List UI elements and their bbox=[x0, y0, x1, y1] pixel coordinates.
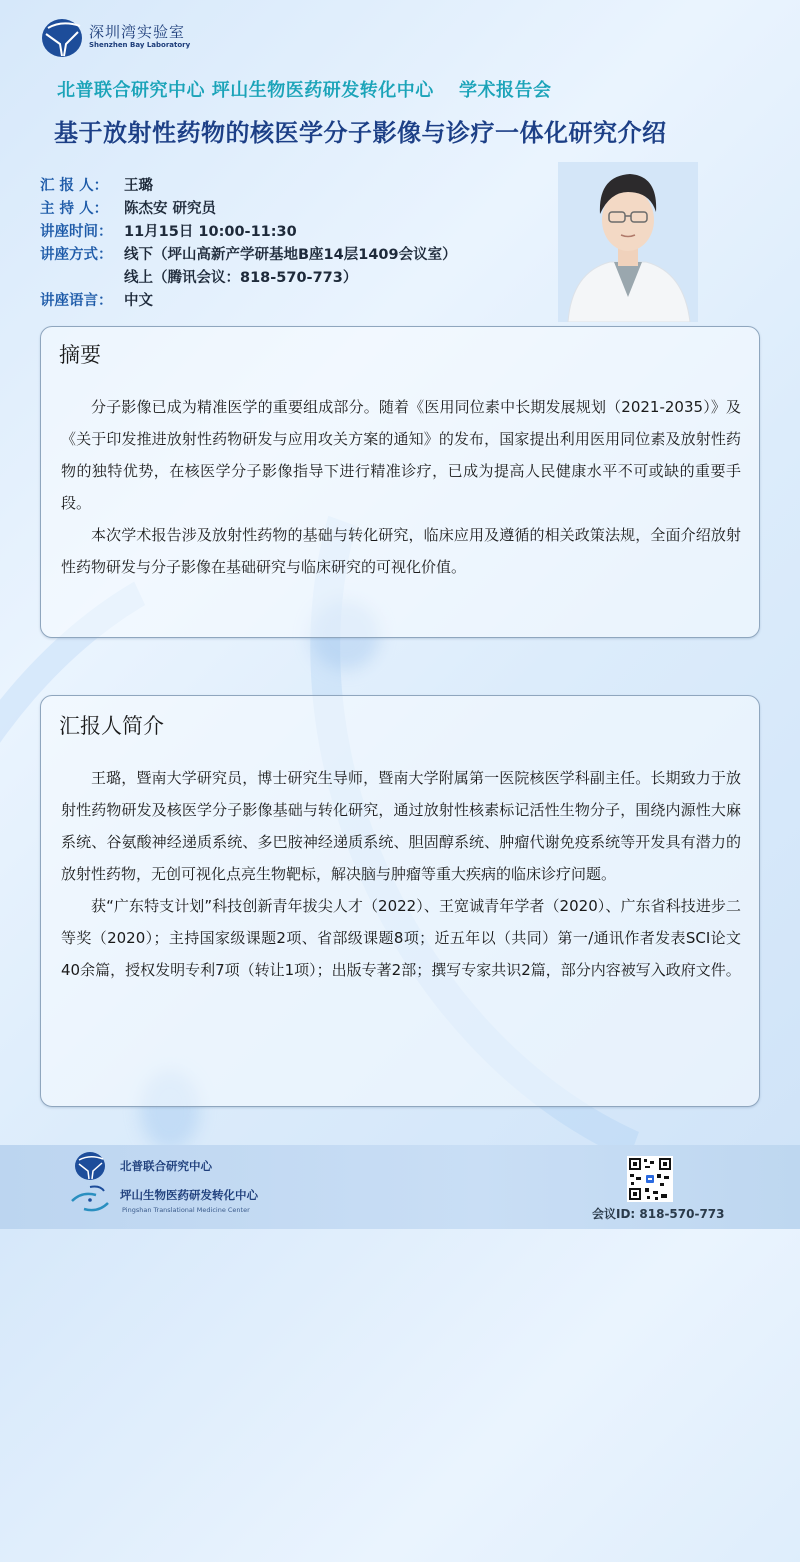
beipu-logo-icon bbox=[74, 1151, 106, 1181]
info-value: 线上（腾讯会议：818-570-773） bbox=[124, 270, 358, 286]
bio-title: 汇报人简介 bbox=[59, 714, 164, 738]
info-row-format-offline bbox=[40, 244, 457, 267]
info-value: 中文 bbox=[124, 293, 153, 309]
abstract-title: 摘要 bbox=[59, 343, 101, 367]
pingshan-center-name: 坪山生物医药研发转化中心 bbox=[120, 1188, 258, 1202]
info-row-format-online bbox=[40, 267, 457, 290]
abstract-paragraph: 本次学术报告涉及放射性药物的基础与转化研究，临床应用及遵循的相关政策法规，全面介绍放射性药物研发与分子影像在基础研究与临床研究的可视化价值。 bbox=[61, 526, 741, 576]
event-subtitle: 北普联合研究中心 坪山生物医药研发转化中心 学术报告会 bbox=[57, 80, 552, 101]
shenzhen-bay-lab-logo bbox=[40, 14, 190, 59]
info-row-host bbox=[40, 198, 457, 221]
beipu-center-name: 北普联合研究中心 bbox=[120, 1159, 212, 1173]
info-label: 主 持 人： bbox=[40, 201, 109, 217]
abstract-paragraph: 分子影像已成为精准医学的重要组成部分。随着《医用同位素中长期发展规划（2021-2035）》及《关于印发推进放射性药物研发与应用攻关方案的通知》的发布，国家提出利用医用同位素及放射性药物的独特优势，在核医学分子影像指导下进行精准诊疗，已成为提高人民健康水平不可或缺的重要手段。 bbox=[61, 398, 741, 512]
bio-paragraph: 获“广东特支计划”科技创新青年拔尖人才（2022）、王宽诚青年学者（2020）、广东省科技进步二等奖（2020）；主持国家级课题2项、省部级课题8项；近五年以（共同）第一/通讯作者发表SCI论文40余篇，授权发明专利7项（转让1项）；出版专著2部；撰写专家共识2篇，部分内容被写入政府文件。 bbox=[61, 897, 741, 979]
pingshan-logo-icon bbox=[68, 1181, 112, 1217]
pingshan-center-name-en: Pingshan Translational Medicine Center bbox=[122, 1206, 250, 1214]
info-value: 11月15日 10:00-11:30 bbox=[124, 224, 297, 240]
bio-paragraph: 王璐，暨南大学研究员，博士研究生导师，暨南大学附属第一医院核医学科副主任。长期致力于放射性药物研发及核医学分子影像基础与转化研究，通过放射性核素标记活性生物分子，围绕内源性大麻系统、谷氨酸神经递质系统、多巴胺神经递质系统、胆固醇系统、肿瘤代谢免疫系统等开发具有潜力的放射性药物，无创可视化点亮生物靶标，解决脑与肿瘤等重大疾病的临床诊疗问题。 bbox=[61, 769, 741, 883]
logo-chinese: 深圳湾实验室 bbox=[89, 23, 186, 41]
speaker-photo bbox=[558, 162, 698, 322]
info-label: 讲座时间： bbox=[40, 224, 113, 240]
info-row-language bbox=[40, 290, 457, 313]
info-label bbox=[40, 267, 124, 290]
bio-body bbox=[61, 762, 741, 986]
speaker-portrait-icon bbox=[558, 162, 698, 322]
info-value: 线下（坪山高新产学研基地B座14层1409会议室） bbox=[124, 247, 457, 263]
meeting-qr-code[interactable] bbox=[627, 1156, 673, 1202]
logo-english: Shenzhen Bay Laboratory bbox=[89, 41, 191, 49]
speaker-bio-card bbox=[40, 695, 760, 1107]
abstract-body bbox=[61, 391, 741, 583]
info-row-speaker bbox=[40, 175, 457, 198]
lecture-title: 基于放射性药物的核医学分子影像与诊疗一体化研究介绍 bbox=[54, 119, 667, 147]
info-label: 汇 报 人： bbox=[40, 178, 109, 194]
meeting-id: 会议ID: 818-570-773 bbox=[592, 1207, 725, 1221]
lecture-info bbox=[40, 175, 457, 313]
info-label: 讲座语言： bbox=[40, 293, 113, 309]
info-label: 讲座方式： bbox=[40, 247, 113, 263]
abstract-card bbox=[40, 326, 760, 638]
info-row-time bbox=[40, 221, 457, 244]
lab-logo-icon bbox=[40, 14, 85, 59]
info-value: 王璐 bbox=[124, 178, 153, 194]
footer bbox=[0, 1145, 800, 1229]
info-value: 陈杰安 研究员 bbox=[124, 201, 217, 217]
